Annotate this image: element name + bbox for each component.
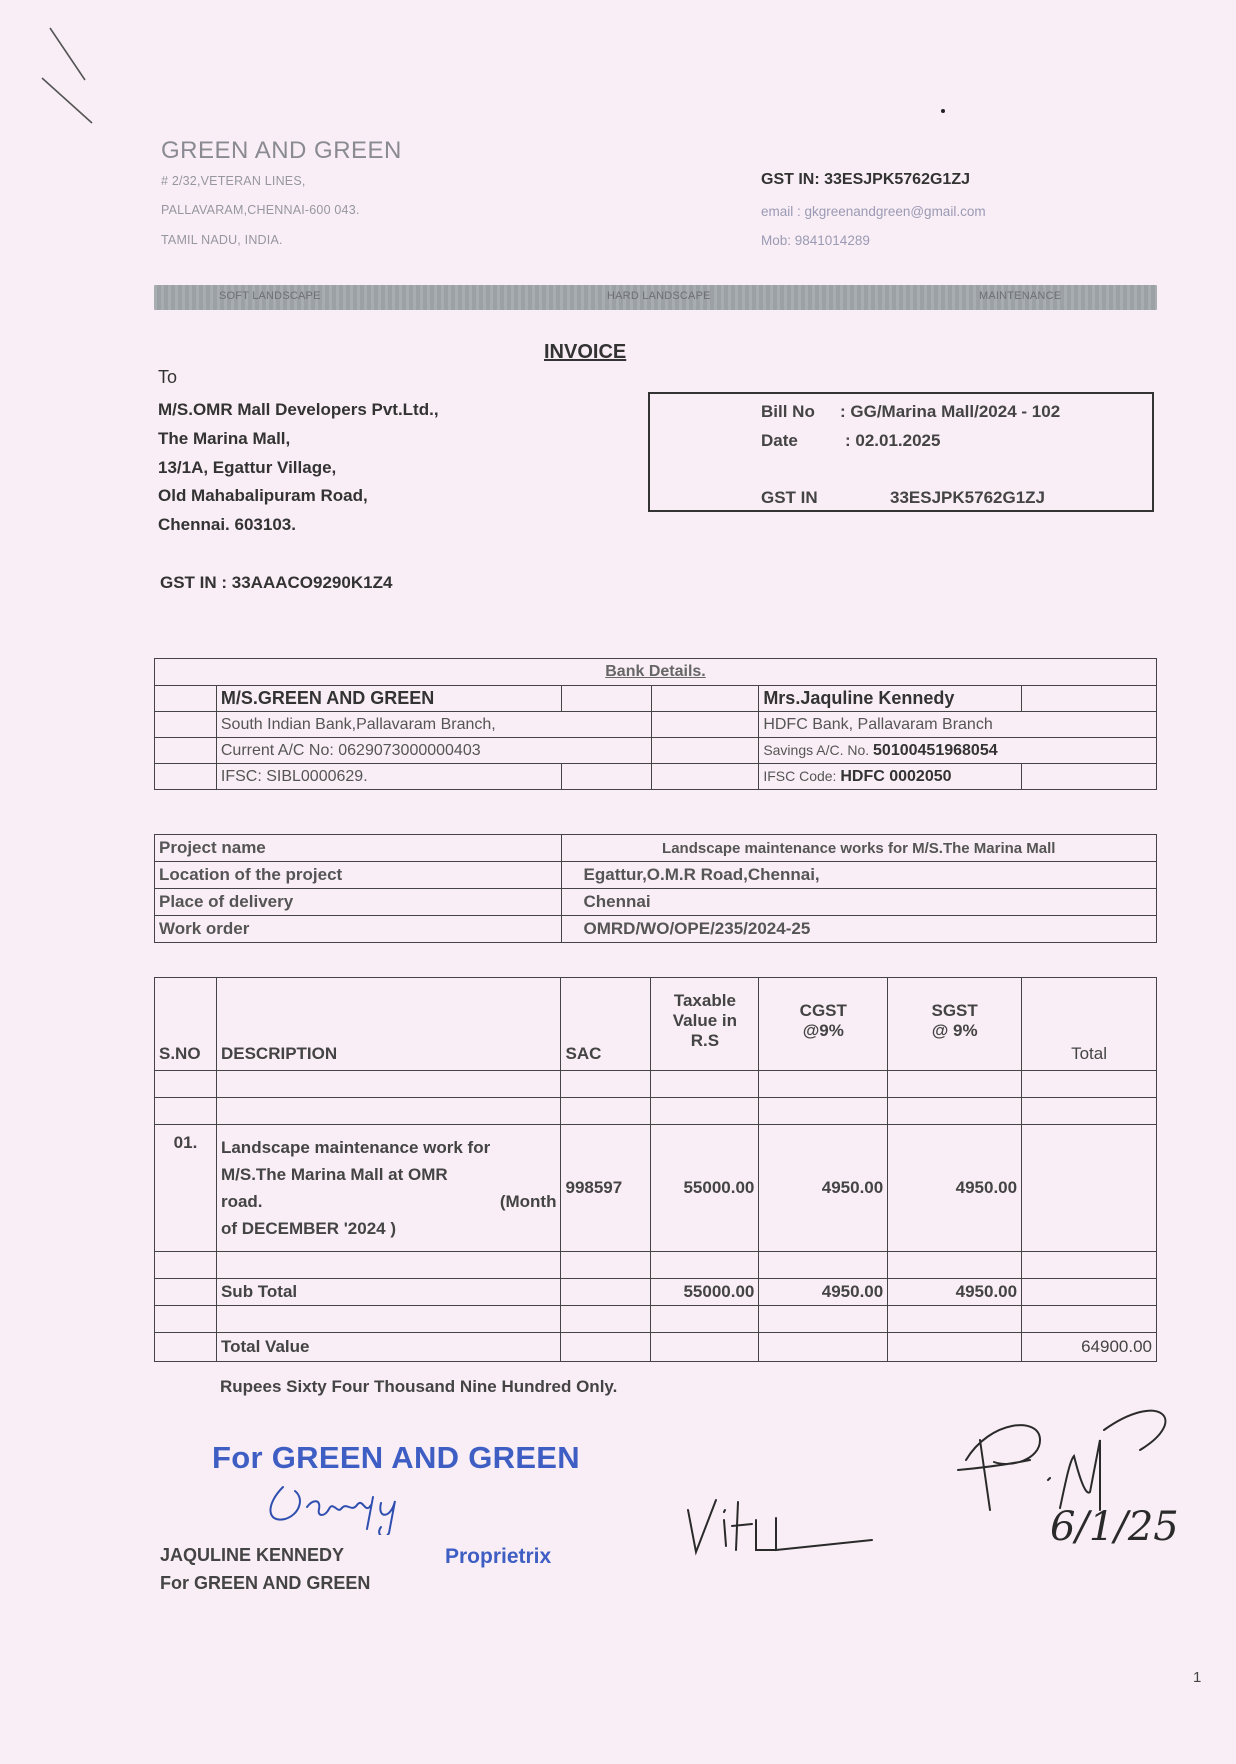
total-value-label: Total Value [216, 1333, 561, 1362]
item-description [216, 1125, 561, 1252]
item-sno: 01. [155, 1125, 217, 1252]
subtotal-sgst: 4950.00 [888, 1279, 1022, 1306]
for-company-stamp: For GREEN AND GREEN [212, 1440, 580, 1475]
bill-gst-value: 33ESJPK5762G1ZJ [890, 488, 1045, 507]
address-line-1: # 2/32,VETERAN LINES, [161, 174, 306, 188]
signatory-company: For GREEN AND GREEN [160, 1573, 371, 1593]
client-gst: GST IN : 33AAACO9290K1Z4 [160, 573, 393, 592]
header-taxable [651, 978, 759, 1071]
bank-details-title: Bank Details. [155, 659, 1157, 686]
invoice-title: INVOICE [544, 341, 627, 363]
table-row [155, 712, 1157, 738]
project-delivery-label: Place of delivery [155, 889, 562, 916]
bank-right-ifsc-code: HDFC 0002050 [840, 767, 952, 785]
header-taxable-line1: Taxable [673, 991, 736, 1010]
scan-mark [30, 18, 100, 128]
table-row [155, 1252, 1157, 1279]
scan-dot [941, 109, 945, 113]
date-label: Date [761, 431, 798, 450]
receiver-signature [680, 1490, 900, 1570]
handwritten-date: 6/1/25 [1050, 1504, 1179, 1550]
bank-left-account: Current A/C No: 0629073000000403 [216, 738, 651, 764]
project-details-table [154, 834, 1157, 943]
client-line-3: 13/1A, Egattur Village, [158, 458, 337, 477]
bank-details-table [154, 658, 1157, 790]
project-location-label: Location of the project [155, 862, 562, 889]
header-sno: S.NO [155, 978, 217, 1071]
header-description: DESCRIPTION [216, 978, 561, 1071]
table-row [155, 862, 1157, 889]
bank-right-branch: HDFC Bank, Pallavaram Branch [759, 712, 1157, 738]
project-name-value: Landscape maintenance works for M/S.The Marina Mall [561, 835, 1156, 862]
bank-left-branch: South Indian Bank,Pallavaram Branch, [216, 712, 651, 738]
bill-gst-label: GST IN [761, 488, 818, 507]
table-header-row [155, 978, 1157, 1071]
bank-left-name: M/S.GREEN AND GREEN [216, 686, 561, 712]
subtotal-cgst: 4950.00 [759, 1279, 888, 1306]
bank-right-name: Mrs.Jaquline Kennedy [759, 686, 1022, 712]
item-desc-line3b: (Month [499, 1192, 557, 1211]
header-total: Total [1022, 978, 1157, 1071]
total-value-amount: 64900.00 [1022, 1333, 1157, 1362]
project-delivery-value: Chennai [561, 889, 1156, 916]
signatory-designation: Proprietrix [445, 1545, 552, 1568]
item-desc-line1: Landscape maintenance work for [220, 1138, 491, 1157]
client-line-1: M/S.OMR Mall Developers Pvt.Ltd., [158, 400, 439, 419]
header-cgst [759, 978, 888, 1071]
header-sgst [888, 978, 1022, 1071]
header-taxable-line3: R.S [690, 1031, 720, 1050]
table-row [155, 764, 1157, 790]
services-banner [154, 285, 1157, 310]
to-label: To [158, 367, 178, 387]
header-cgst-line2: @9% [802, 1021, 844, 1040]
item-desc-line2: M/S.The Marina Mall at OMR [220, 1165, 448, 1184]
proprietor-signature [255, 1475, 435, 1535]
client-line-4: Old Mahabalipuram Road, [158, 486, 368, 505]
bank-right-account-label: Savings A/C. No. [763, 741, 870, 758]
table-row [155, 659, 1157, 686]
item-sgst: 4950.00 [888, 1125, 1022, 1252]
bank-right-account [759, 738, 1157, 764]
bank-right-account-number: 50100451968054 [873, 741, 998, 759]
banner-hard-landscape: HARD LANDSCAPE [607, 290, 711, 302]
item-cgst: 4950.00 [759, 1125, 888, 1252]
date-value: : 02.01.2025 [845, 431, 941, 450]
handwritten-date-signature [940, 1360, 1210, 1560]
table-row [155, 916, 1157, 943]
table-row [155, 686, 1157, 712]
project-name-label: Project name [155, 835, 562, 862]
bank-left-ifsc: IFSC: SIBL0000629. [216, 764, 561, 790]
table-row [155, 738, 1157, 764]
table-row [155, 1333, 1157, 1362]
client-line-2: The Marina Mall, [158, 429, 291, 448]
bill-info-box [648, 392, 1154, 512]
bill-no-label: Bill No [761, 402, 815, 421]
table-row [155, 1279, 1157, 1306]
item-sac: 998597 [561, 1125, 651, 1252]
address-line-3: TAMIL NADU, INDIA. [161, 233, 283, 247]
table-row [155, 1071, 1157, 1098]
subtotal-taxable: 55000.00 [651, 1279, 759, 1306]
header-sgst-line2: @ 9% [931, 1021, 978, 1040]
header-sgst-line1: SGST [931, 1001, 978, 1020]
header-taxable-line2: Value in [672, 1011, 738, 1030]
table-row [155, 889, 1157, 916]
item-desc-line3a: road. [220, 1192, 263, 1211]
company-email: email : gkgreenandgreen@gmail.com [761, 204, 986, 219]
client-line-5: Chennai. 603103. [158, 515, 296, 534]
signatory-name: JAQULINE KENNEDY [160, 1545, 345, 1565]
company-gst: GST IN: 33ESJPK5762G1ZJ [761, 171, 970, 188]
table-row [155, 1306, 1157, 1333]
address-line-2: PALLAVARAM,CHENNAI-600 043. [161, 203, 360, 217]
project-work-order-value: OMRD/WO/OPE/235/2024-25 [561, 916, 1156, 943]
table-row [155, 835, 1157, 862]
bill-no-value: : GG/Marina Mall/2024 - 102 [840, 402, 1061, 421]
item-desc-line4: of DECEMBER '2024 ) [220, 1219, 396, 1238]
header-cgst-line1: CGST [799, 1001, 847, 1020]
banner-maintenance: MAINTENANCE [979, 290, 1062, 302]
amount-in-words: Rupees Sixty Four Thousand Nine Hundred Only. [220, 1377, 618, 1396]
page-number: 1 [1193, 1669, 1202, 1686]
table-row [155, 1125, 1157, 1252]
company-name: GREEN AND GREEN [161, 137, 402, 164]
banner-soft-landscape: SOFT LANDSCAPE [219, 290, 321, 302]
bank-right-ifsc [759, 764, 1022, 790]
project-location-value: Egattur,O.M.R Road,Chennai, [561, 862, 1156, 889]
bank-right-ifsc-label: IFSC Code: [763, 767, 837, 784]
project-work-order-label: Work order [155, 916, 562, 943]
item-taxable: 55000.00 [651, 1125, 759, 1252]
invoice-items-table [154, 977, 1157, 1362]
table-row [155, 1098, 1157, 1125]
company-mobile: Mob: 9841014289 [761, 233, 870, 248]
subtotal-label: Sub Total [216, 1279, 561, 1306]
header-sac: SAC [561, 978, 651, 1071]
